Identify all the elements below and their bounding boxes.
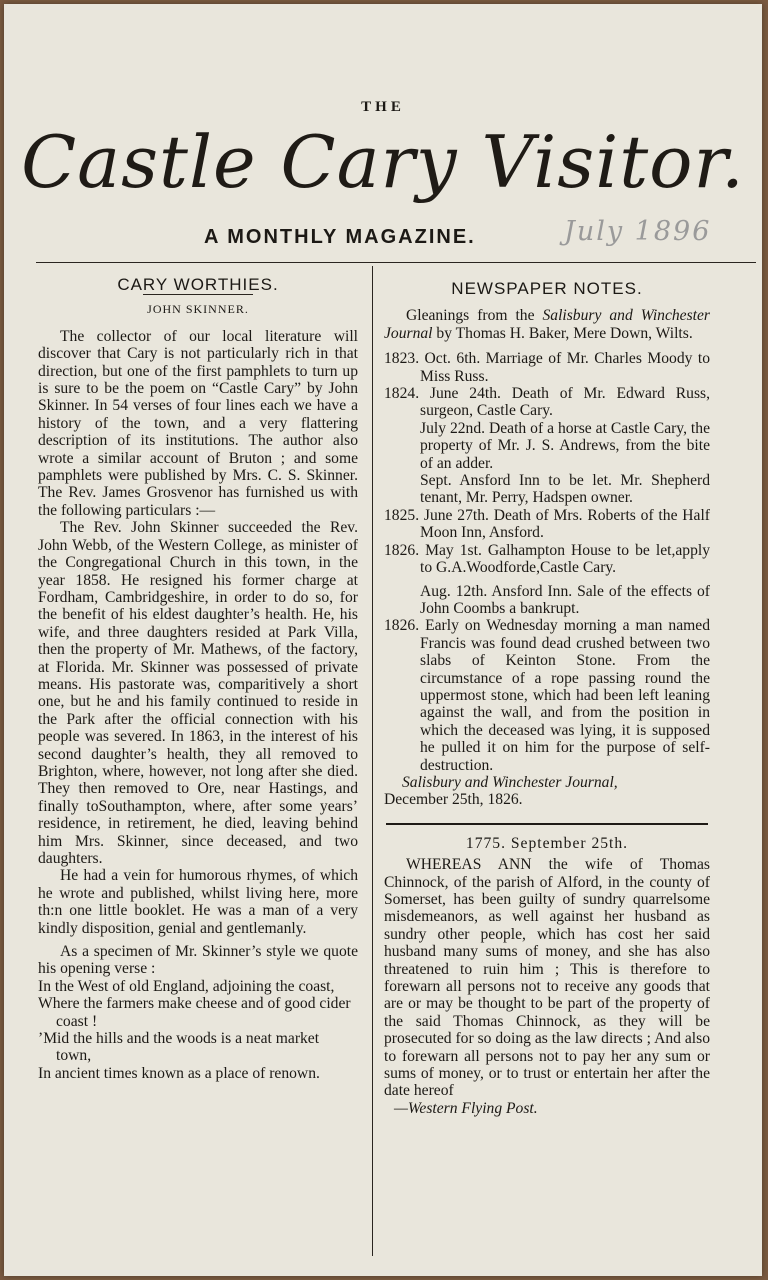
paragraph: The Rev. John Skinner succeeded the Rev. John Webb, of the Western College, as minister of the Congregational Church in this town, in the year 1858. He resigned his former charge at Fordham, Cambridgeshire, in order to do so, for the benefit of his eldest daughter’s health. He, his wife, and three daughters resided at Park Villa, then the property of Mr. Mathews, of the factory, at Florida. Mr. Skinner was possessed of private means. His pastorate was, comparitively a short one, but he and his family continued to reside in the Park after the official connection with his people was severed. In 1863, in the interest of his second daughter’s health, they all removed to Brighton, where, however, not long after she died. They then removed to Ore, near Hastings, and finally toSouthampton, where, after some years’ residence, in retirement, he died, leaving behind him Mrs. Skinner, since deceased, and two daughters. xyxy=(38,519,358,867)
entry-1826-francis: 1826. Early on Wednesday morning a man named Francis was found dead crushed between two slabs of Keinton Stone. From the circumstance of a rope passing round the uppermost stone, which had been left leaning against the wall, and from the position in which the deceased was lying, it is supposed he pulled it on him for the purpose of self-destruction. xyxy=(384,617,710,774)
entry-1824: 1824. June 24th. Death of Mr. Edward Russ, surgeon, Castle Cary. xyxy=(384,385,710,420)
entry-1826: 1826. May 1st. Galhampton House to be let,apply to G.A.Woodforde,Castle Cary. xyxy=(384,541,710,577)
heading-rule xyxy=(143,294,253,295)
verse-line: ’Mid the hills and the woods is a neat market town, xyxy=(38,1030,320,1065)
masthead-the: THE xyxy=(361,99,405,115)
magazine-page xyxy=(4,4,762,1276)
cary-worthies-heading: CARY WORTHIES. xyxy=(117,275,279,294)
paragraph: The collector of our local literature will discover that Cary is not particularly rich in that direction, but one of the first pamphlets to turn up is sure to be the poem on “Castle Cary” by John Skinner. In 54 verses of four lines each we have a history of the town, and a very flattering description of its institutions. The author also wrote a similar account of Bruton ; and some pamphlets were published by Mrs. C. S. Skinner. The Rev. James Grosvenor has furnished us with the following particulars :— xyxy=(38,327,358,519)
newspaper-notes-heading: NEWSPAPER NOTES. xyxy=(451,279,643,298)
masthead-subtitle: A MONTHLY MAGAZINE. xyxy=(204,226,476,248)
notice-paragraph: WHEREAS ANN the wife of Thomas Chinnock, of the parish of Alford, in the county of Somerset, has been guilty of sundry quarrelsome misdemeanors, as well against her husband as sundry other people, which has cost her said husband many sums of money, and she has also threatened to ruin him ; This is therefore to forewarn all persons not to receive any goods that are or may be thought to be part of the property of the said Thomas Chinnock, as they will be prosecuted for so doing as the law directs ; And also to forewarn all persons not to pay her any sum or sums of money, or to trust or entertain her after the date hereof xyxy=(384,856,710,1100)
source-date: December 25th, 1826. xyxy=(384,791,523,809)
entry-1824-sept: Sept. Ansford Inn to be let. Mr. Shepherd tenant, Mr. Perry, Hadspen owner. xyxy=(420,472,710,507)
right-column xyxy=(384,280,710,1117)
masthead-title: Castle Cary Visitor. xyxy=(21,120,745,204)
entry-1825: 1825. June 27th. Death of Mrs. Roberts of the Half Moon Inn, Ansford. xyxy=(384,506,710,542)
section-rule xyxy=(386,823,708,825)
verse-line: In the West of old England, adjoining the coast, xyxy=(38,977,335,995)
intro-text: Gleanings from the xyxy=(406,307,543,325)
source-citation: Salisbury and Winchester Journal, xyxy=(402,773,618,791)
intro-text: by Thomas H. Baker, Mere Down, Wilts. xyxy=(432,324,693,342)
john-skinner-subheading: JOHN SKINNER. xyxy=(147,302,249,317)
entry-1826-aug: Aug. 12th. Ansford Inn. Sale of the effects of John Coombs a bankrupt. xyxy=(420,582,710,617)
header-rule xyxy=(36,262,756,263)
paragraph: He had a vein for humorous rhymes, of which he wrote and published, whilst living here, more th:n one little booklet. He was a man of a very kindly disposition, genial and gentlemanly. xyxy=(38,867,358,937)
source-citation: —Western Flying Post. xyxy=(394,1099,538,1117)
left-column xyxy=(38,276,358,1082)
journal-name: Salisbury and Winchester Journal xyxy=(384,307,710,342)
handwritten-date: July 1896 xyxy=(564,216,712,247)
notice-heading: 1775. September 25th. xyxy=(465,834,629,852)
entry-1823: 1823. Oct. 6th. Marriage of Mr. Charles Moody to Miss Russ. xyxy=(384,350,710,385)
paragraph: As a specimen of Mr. Skinner’s style we quote his opening verse : xyxy=(38,943,358,978)
column-divider xyxy=(372,266,373,1256)
intro-paragraph xyxy=(384,307,710,342)
verse-line: In ancient times known as a place of renown. xyxy=(38,1064,320,1082)
verse-line: Where the farmers make cheese and of good cider coast ! xyxy=(38,995,351,1030)
entry-1824-july: July 22nd. Death of a horse at Castle Cary, the property of Mr. J. S. Andrews, from the bite of an adder. xyxy=(420,419,710,472)
